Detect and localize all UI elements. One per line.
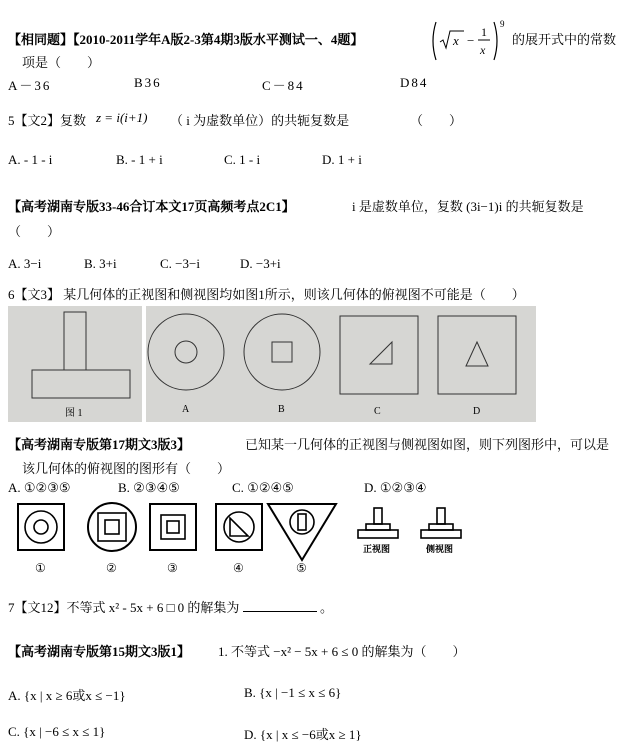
q6-text: 6【文3】 某几何体的正视图和侧视图均如图1所示，则该几何体的俯视图不可能是（ ）	[8, 287, 525, 302]
q-hn15-option-d: D. {x | x ≤ −6或x ≥ 1}	[244, 727, 362, 742]
shape-label-1: ①	[35, 561, 46, 575]
q-same-exponent: 9	[500, 19, 505, 29]
q-hn15-text: 1. 不等式 −x² − 5x + 6 ≤ 0 的解集为（ ）	[218, 644, 466, 659]
q-hn17-option-c: C. ①②④⑤	[232, 480, 294, 495]
q5-paren: （ ）	[410, 113, 463, 128]
q6-caption-fig1: 图 1	[65, 408, 83, 419]
q-hn15-option-a: A. {x | x ≥ 6或x ≤ −1}	[8, 688, 126, 703]
shape-label-3: ③	[167, 561, 178, 575]
q5-formula: z = i(i+1)	[96, 110, 148, 125]
q5-option-c: C. 1 - i	[224, 152, 261, 167]
q5-option-a: A. - 1 - i	[8, 152, 53, 167]
q-same-source: 【相同题】【2010-2011学年A版2-3第4期3版水平测试一、4题】	[8, 32, 364, 47]
q-hn15-option-b: B. {x | −1 ≤ x ≤ 6}	[244, 685, 342, 700]
shape-label-4: ④	[233, 561, 244, 575]
q-same-tail: 的展开式中的常数	[512, 32, 617, 47]
q6-figure-options	[146, 306, 536, 422]
q7-tail: 。	[319, 600, 333, 615]
q-hn17-source: 【高考湖南专版第17期文3版3】	[8, 437, 191, 452]
q7-text: 7【文12】不等式	[8, 600, 106, 615]
svg-text:x: x	[480, 43, 486, 57]
q-hn33-text: i 是虚数单位，复数 (3i−1)i 的共轭复数是	[352, 199, 584, 214]
q-hn33-option-a: A. 3−i	[8, 256, 42, 271]
q-same-option-d: D84	[400, 75, 429, 90]
q6-caption-a: A	[182, 404, 190, 415]
shape-label-5: ⑤	[296, 561, 307, 575]
q-same-option-b: B36	[134, 75, 162, 90]
q-hn33-line2: （ ）	[8, 224, 61, 239]
q-hn33-source: 【高考湖南专版33-46合订本文17页高频考点2C1】	[8, 199, 295, 214]
svg-text:1: 1	[481, 25, 487, 39]
q5-option-d: D. 1 + i	[322, 152, 362, 167]
q-hn33-option-b: B. 3+i	[84, 256, 117, 271]
q-hn17-figures	[10, 502, 480, 578]
q-hn17-text: 已知某一几何体的正视图与侧视图如图，则下列图形中，可以是	[245, 437, 610, 452]
q-hn33-option-c: C. −3−i	[160, 256, 200, 271]
q6-caption-d: D	[473, 406, 481, 417]
q-hn15-source: 【高考湖南专版第15期文3版1】	[8, 644, 191, 659]
q6-caption-c: C	[374, 406, 381, 417]
q7-line	[8, 597, 333, 616]
q-hn15-option-c: C. {x | −6 ≤ x ≤ 1}	[8, 724, 106, 739]
q5-option-b: B. - 1 + i	[116, 152, 163, 167]
svg-text:x: x	[453, 33, 459, 48]
shape-label-2: ②	[106, 561, 117, 575]
q5-head: 5【文2】复数	[8, 113, 87, 128]
q6-caption-b: B	[278, 404, 285, 415]
q-same-option-a: A－36	[8, 78, 52, 93]
q-hn17-option-a: A. ①②③⑤	[8, 480, 71, 495]
q-hn17-option-d: D. ①②③④	[364, 480, 427, 495]
q7-answer-blank[interactable]	[243, 599, 317, 612]
side-view-label: 侧视图	[426, 544, 454, 554]
q-same-option-c: C－84	[262, 78, 305, 93]
q-hn17-option-b: B. ②③④⑤	[118, 480, 180, 495]
front-view-label: 正视图	[363, 544, 391, 554]
svg-text:−: −	[467, 33, 475, 48]
q-same-line2: 项是（ ）	[22, 55, 101, 70]
q-hn33-option-d: D. −3+i	[240, 256, 281, 271]
q-hn17-line2: 该几何体的俯视图的图形有（ ）	[22, 461, 231, 476]
q6-figure-1	[8, 306, 142, 422]
q-same-expression	[430, 18, 510, 62]
q7-formula: x² - 5x + 6 □ 0 的解集为	[108, 600, 240, 615]
q5-note: （ i 为虚数单位）的共轭复数是	[170, 113, 350, 128]
